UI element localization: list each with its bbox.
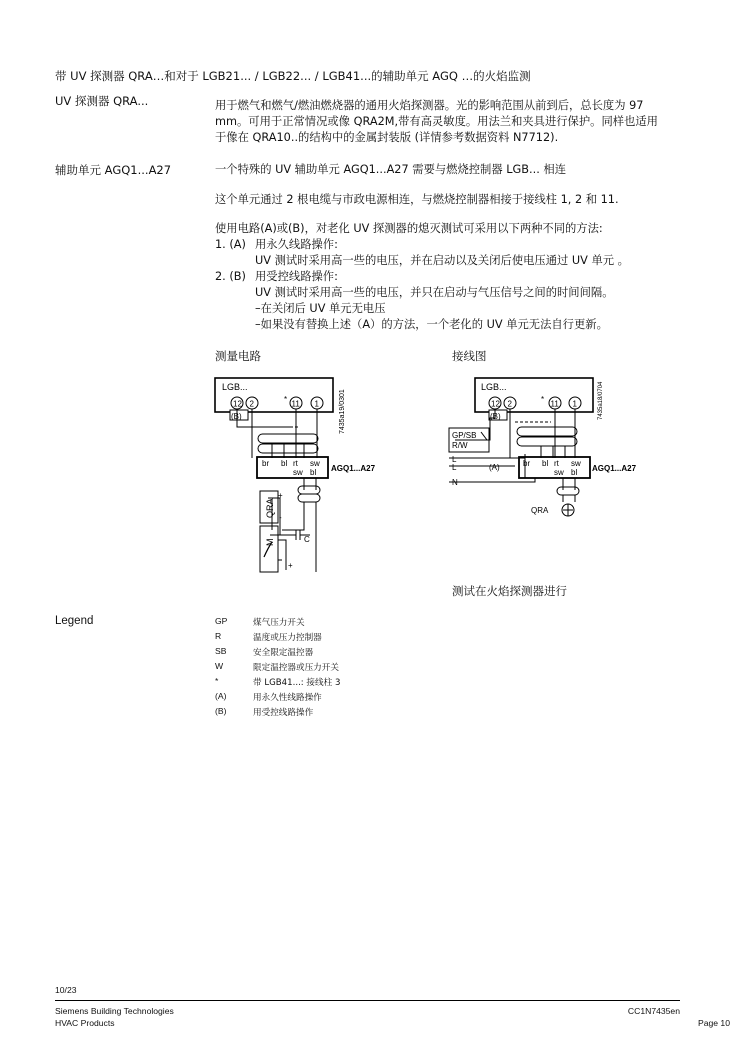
company-name: Siemens Building Technologies bbox=[55, 1006, 174, 1016]
terminal-11: 11 bbox=[291, 399, 300, 409]
legend-value: 限定温控器或压力开关 bbox=[253, 663, 339, 673]
division-name: HVAC Products bbox=[55, 1018, 115, 1028]
item-heading: 用永久线路操作: bbox=[255, 238, 338, 251]
diagram-code: 7435a19/0301 bbox=[339, 389, 346, 434]
legend-heading: Legend bbox=[55, 615, 94, 627]
unit-term-sw-bottom: sw bbox=[554, 468, 564, 477]
switch-gp-sb: GP/SB bbox=[452, 431, 477, 440]
measurement-circuit-caption: 测量电路 bbox=[215, 349, 261, 363]
legend-key: W bbox=[215, 661, 224, 671]
terminal-12: 12 bbox=[491, 399, 500, 409]
dash-item: –如果没有替换上述（A）的方法，一个老化的 UV 单元无法自行更新。 bbox=[255, 318, 608, 331]
legend-row bbox=[215, 646, 340, 661]
unit-term-sw-bottom: sw bbox=[293, 468, 303, 477]
unit-term-sw: sw bbox=[310, 459, 320, 468]
wiring-diagram bbox=[445, 370, 645, 530]
aux-paragraph-3: 使用电路(A)或(B)，对老化 UV 探测器的熄灭测试可采用以下两种不同的方法: bbox=[215, 222, 603, 235]
legend-row bbox=[215, 661, 340, 676]
unit-term-bl-bottom: bl bbox=[571, 468, 578, 477]
measurement-circuit-diagram bbox=[200, 370, 376, 580]
diagram-code: 7435a18/0704 bbox=[598, 381, 604, 420]
uv-section-heading: UV 探测器 QRA... bbox=[55, 94, 149, 108]
page-title: 带 UV 探测器 QRA…和对于 LGB21... / LGB22... / LGB41...的辅助单元 AGQ …的火焰监测 bbox=[55, 69, 531, 83]
legend-row bbox=[215, 616, 340, 631]
qra-sensor-label: QRA bbox=[531, 506, 549, 515]
switch-r-w: R/W bbox=[452, 441, 468, 450]
sensor-minus: - bbox=[279, 513, 282, 522]
legend-key: (B) bbox=[215, 706, 227, 716]
uv-line: 用于燃气和燃气/燃油燃烧器的通用火焰探测器。光的影响范围从前到后，总长度为 97 bbox=[215, 99, 644, 112]
star-marker: * bbox=[284, 395, 288, 404]
legend-key: * bbox=[215, 676, 219, 686]
legend-key: (A) bbox=[215, 691, 227, 701]
legend-value: 带 LGB41...: 接线柱 3 bbox=[253, 678, 341, 688]
line-l2: L bbox=[452, 463, 457, 472]
controller-label: LGB... bbox=[481, 382, 507, 392]
terminal-2: 2 bbox=[249, 399, 254, 409]
legend-value: 用永久性线路操作 bbox=[253, 693, 322, 703]
option-a-label: (A) bbox=[489, 463, 500, 472]
option-b-label: (B) bbox=[490, 412, 501, 421]
option-b-label: (B) bbox=[231, 412, 242, 421]
wiring-note: 测试在火焰探测器进行 bbox=[452, 584, 567, 598]
star-marker: * bbox=[541, 395, 545, 404]
unit-term-rt: rt bbox=[554, 459, 559, 468]
line-l1: L bbox=[452, 455, 457, 464]
item-heading: 用受控线路操作: bbox=[255, 270, 338, 283]
unit-term-bl-bottom: bl bbox=[310, 468, 317, 477]
terminal-1: 1 bbox=[572, 399, 577, 409]
legend-row bbox=[215, 676, 340, 691]
terminal-12: 12 bbox=[233, 399, 242, 409]
unit-term-rt: rt bbox=[293, 459, 298, 468]
sensor-plus: + bbox=[278, 491, 283, 500]
aux-unit-label: AGQ1...A27 bbox=[592, 464, 637, 473]
line-n: N bbox=[452, 478, 458, 487]
controller-label: LGB... bbox=[222, 382, 248, 392]
legend-value: 安全限定温控器 bbox=[253, 648, 314, 658]
legend-key: GP bbox=[215, 616, 228, 626]
item-number: 2. (B) bbox=[215, 270, 246, 283]
legend-row bbox=[215, 631, 340, 646]
capacitor-label: C bbox=[304, 535, 310, 544]
page-ref: 10/23 bbox=[55, 985, 77, 995]
uv-line: 于像在 QRA10..的结构中的金属封装版 (详情参考数据资料 N7712). bbox=[215, 131, 559, 144]
dash-item: –在关闭后 UV 单元无电压 bbox=[255, 302, 386, 315]
footer-divider bbox=[55, 1000, 680, 1001]
aux-method-list bbox=[215, 221, 683, 333]
legend-value: 用受控线路操作 bbox=[253, 708, 314, 718]
list-item bbox=[215, 237, 683, 253]
page-number: Page 10 bbox=[697, 1018, 730, 1028]
uv-section-text bbox=[215, 98, 683, 146]
aux-unit-label: AGQ1...A27 bbox=[331, 464, 376, 473]
legend-key: R bbox=[215, 631, 222, 641]
legend-row bbox=[215, 691, 340, 706]
qra-sensor-label: QRA bbox=[265, 498, 275, 518]
meter-plus: + bbox=[288, 561, 293, 570]
aux-paragraph-2: 这个单元通过 2 根电缆与市政电源相连，与燃烧控制器相接于接线柱 1, 2 和 11. bbox=[215, 193, 619, 206]
terminal-11: 11 bbox=[550, 399, 559, 409]
terminal-1: 1 bbox=[314, 399, 319, 409]
legend-table bbox=[215, 616, 340, 721]
legend-row bbox=[215, 706, 340, 721]
list-item bbox=[215, 269, 683, 285]
terminal-2: 2 bbox=[507, 399, 512, 409]
unit-term-bl: bl bbox=[281, 459, 288, 468]
unit-term-br: br bbox=[523, 459, 531, 468]
meter-label: M bbox=[265, 538, 275, 546]
document-code: CC1N7435en bbox=[627, 1006, 680, 1016]
unit-term-bl: bl bbox=[542, 459, 549, 468]
item-text: UV 测试时采用高一些的电压，并在启动以及关闭后使电压通过 UV 单元 。 bbox=[255, 254, 629, 267]
uv-line: mm。可用于正常情况或像 QRA2M,带有高灵敏度。用法兰和夹具进行保护。同样也适用 bbox=[215, 115, 658, 128]
unit-term-br: br bbox=[262, 459, 270, 468]
aux-section-heading: 辅助单元 AGQ1...A27 bbox=[55, 163, 172, 177]
legend-key: SB bbox=[215, 646, 227, 656]
unit-term-sw: sw bbox=[571, 459, 581, 468]
wiring-diagram-caption: 接线图 bbox=[452, 349, 487, 363]
legend-value: 煤气压力开关 bbox=[253, 618, 305, 628]
aux-paragraph-1: 一个特殊的 UV 辅助单元 AGQ1...A27 需要与燃烧控制器 LGB... 相连 bbox=[215, 163, 566, 176]
legend-value: 温度或压力控制器 bbox=[253, 633, 322, 643]
item-text: UV 测试时采用高一些的电压，并只在启动与气压信号之间的时间间隔。 bbox=[255, 286, 614, 299]
item-number: 1. (A) bbox=[215, 238, 246, 251]
